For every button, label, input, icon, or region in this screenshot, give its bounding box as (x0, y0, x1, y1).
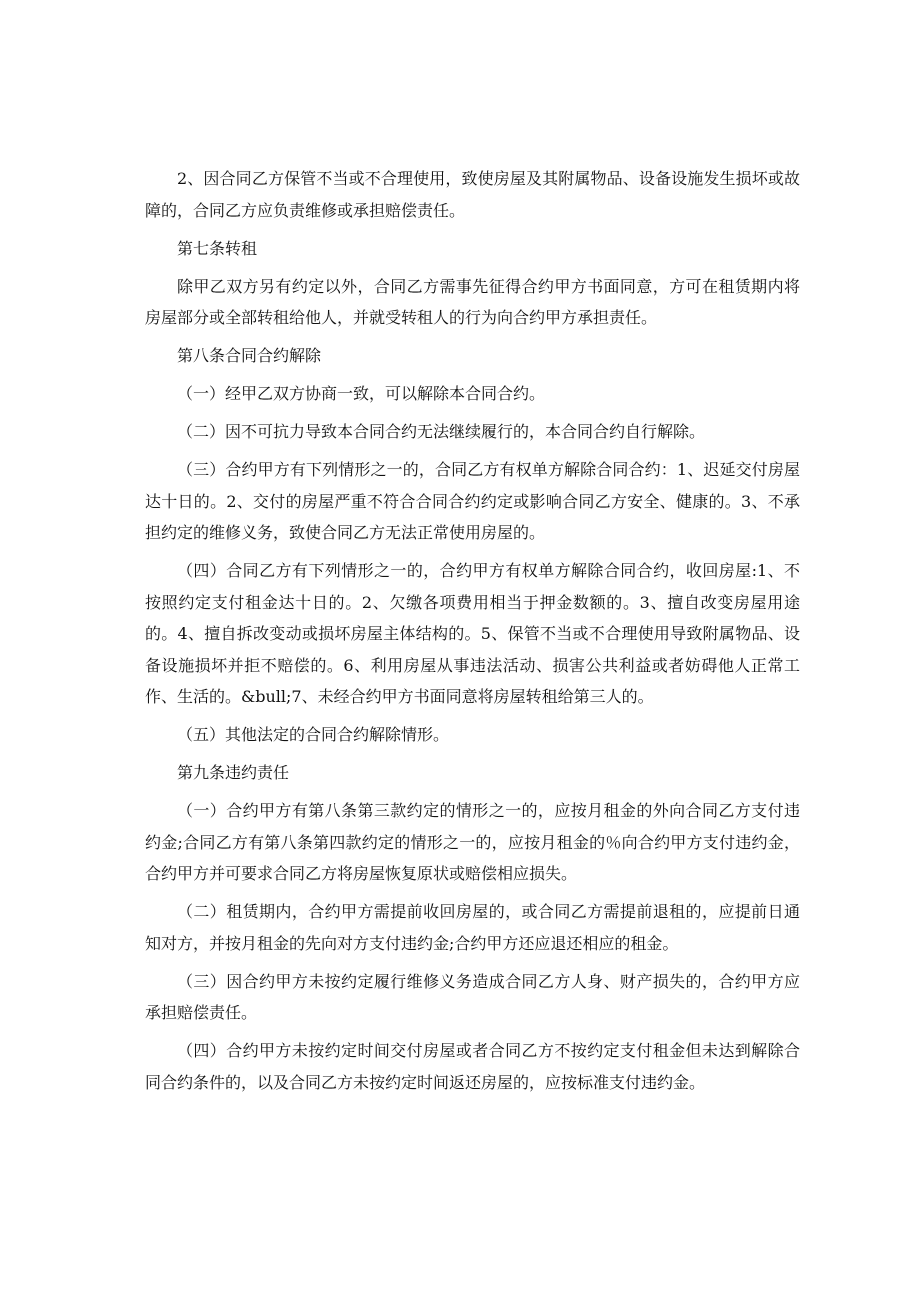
document-body (145, 163, 800, 1098)
clause-paragraph: （二）租赁期内，合约甲方需提前收回房屋的，或合同乙方需提前退租的，应提前日通知对方，并按月租金的先向对方支付违约金;合约甲方还应退还相应的租金。 (145, 902, 800, 953)
clause-paragraph: （五）其他法定的合同合约解除情形。 (177, 725, 450, 744)
clause-paragraph: 2、因合同乙方保管不当或不合理使用，致使房屋及其附属物品、设备设施发生损坏或故障的，合同乙方应负责维修或承担赔偿责任。 (145, 169, 800, 220)
clause-paragraph: （一）合约甲方有第八条第三款约定的情形之一的，应按月租金的外向合同乙方支付违约金;合同乙方有第八条第四款约定的情形之一的，应按月租金的％向合约甲方支付违约金，合约甲方并可要求合同乙方将房屋恢复原状或赔偿相应损失。 (145, 801, 800, 883)
clause-paragraph: （四）合同乙方有下列情形之一的，合约甲方有权单方解除合同合约，收回房屋:1、不按照约定支付租金达十日的。2、欠缴各项费用相当于押金数额的。3、擅自改变房屋用途的。4、擅自拆改变动或损坏房屋主体结构的。5、保管不当或不合理使用导致附属物品、设备设施损坏并拒不赔偿的。6、利用房屋从事违法活动、损害公共利益或者妨碍他人正常工作、生活的。&bull;7、未经合约甲方书面同意将房屋转租给第三人的。 (145, 561, 800, 706)
clause-paragraph: （二）因不可抗力导致本合同合约无法继续履行的，本合同合约自行解除。 (177, 422, 706, 441)
clause-paragraph: （三）因合约甲方未按约定履行维修义务造成合同乙方人身、财产损失的，合约甲方应承担赔偿责任。 (145, 971, 800, 1022)
section-heading: 第九条违约责任 (177, 763, 290, 782)
clause-paragraph: （四）合约甲方未按约定时间交付房屋或者合同乙方不按约定支付租金但未达到解除合同合约条件的，以及合同乙方未按约定时间返还房屋的，应按标准支付违约金。 (145, 1041, 800, 1092)
section-heading: 第八条合同合约解除 (177, 346, 322, 365)
clause-paragraph: （三）合约甲方有下列情形之一的，合同乙方有权单方解除合同合约：1、迟延交付房屋达十日的。2、交付的房屋严重不符合合同合约约定或影响合同乙方安全、健康的。3、不承担约定的维修义务，致使合同乙方无法正常使用房屋的。 (145, 460, 800, 542)
clause-paragraph: 除甲乙双方另有约定以外，合同乙方需事先征得合约甲方书面同意，方可在租赁期内将房屋部分或全部转租给他人，并就受转租人的行为向合约甲方承担责任。 (145, 276, 800, 327)
clause-paragraph: （一）经甲乙双方协商一致，可以解除本合同合约。 (177, 384, 546, 403)
section-heading: 第七条转租 (177, 238, 258, 258)
